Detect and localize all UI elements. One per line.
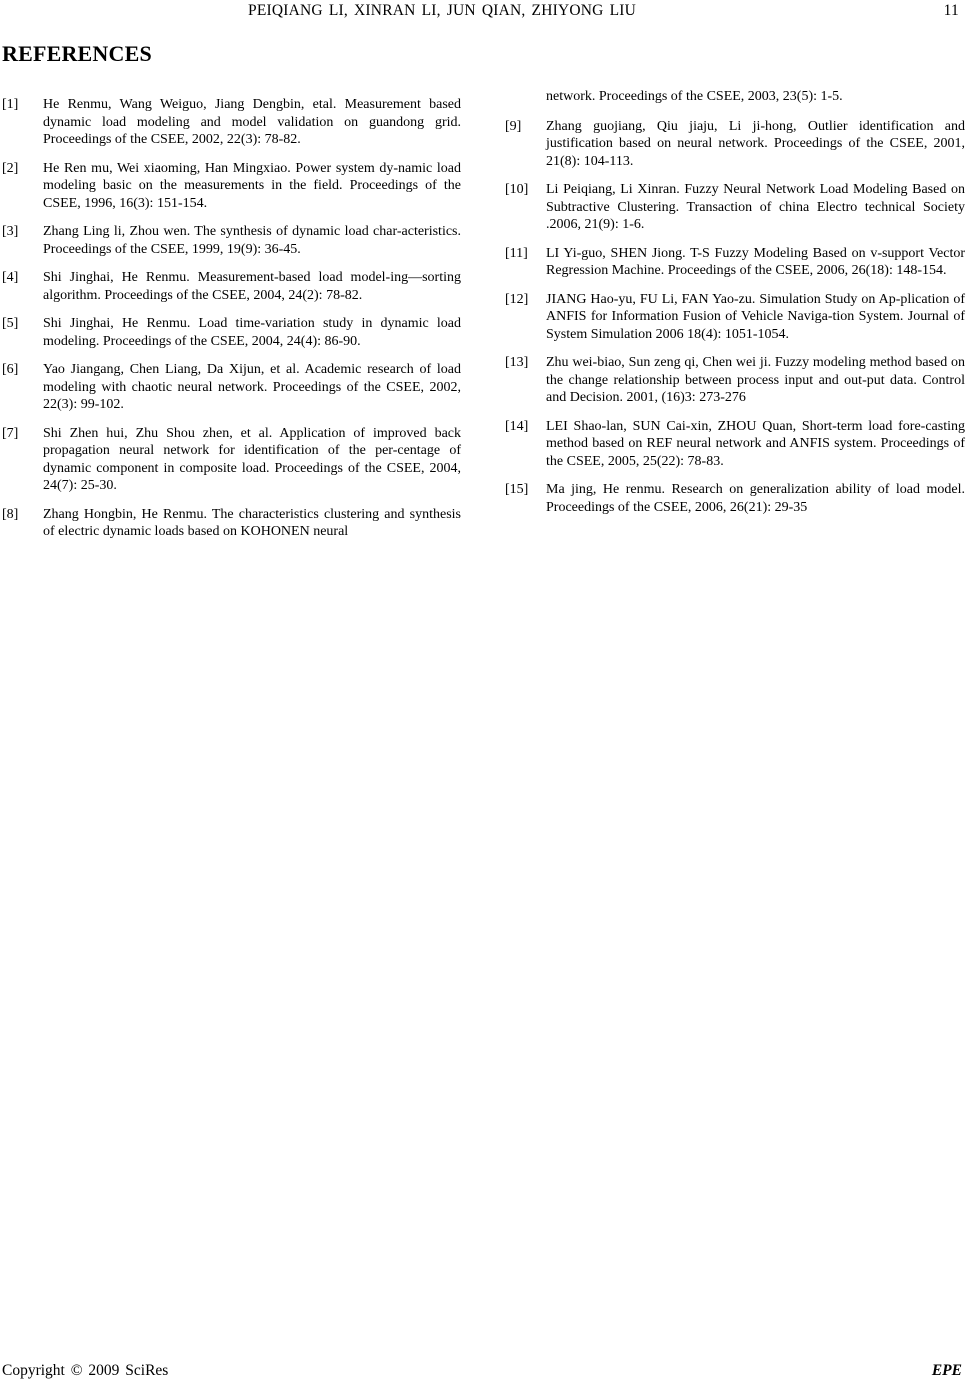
- reference-number: [6]: [2, 362, 19, 377]
- reference-number: [15]: [505, 482, 529, 497]
- reference-item: [2, 223, 461, 258]
- reference-item: [505, 418, 965, 471]
- reference-item: [2, 269, 461, 304]
- reference-item: [505, 245, 965, 280]
- page-footer: [0, 1362, 968, 1384]
- reference-text: Shi Jinghai, He Renmu. Load time-variation study in dynamic load modeling. Proceedings of the CSEE, 2004, 24(4): 86-90.: [43, 316, 461, 349]
- reference-continuation: [505, 88, 965, 106]
- reference-item: [505, 481, 965, 516]
- references-right-column: [505, 88, 965, 516]
- reference-number: [4]: [2, 270, 19, 285]
- reference-item: [2, 361, 461, 414]
- reference-item: [505, 291, 965, 344]
- reference-number: [3]: [2, 224, 19, 239]
- reference-item: [2, 160, 461, 213]
- reference-text: LI Yi-guo, SHEN Jiong. T-S Fuzzy Modeling Based on v-support Vector Regression Machine. Proceedings of the CSEE, 2006, 26(18): 148-154.: [546, 245, 965, 278]
- reference-text: Li Peiqiang, Li Xinran. Fuzzy Neural Network Load Modeling Based on Subtractive Clustering. Transaction of china Electro technical Society .2006, 21(9): 1-6.: [546, 182, 965, 232]
- reference-text: JIANG Hao-yu, FU Li, FAN Yao-zu. Simulation Study on Ap-plication of ANFIS for Information Fusion of Vehicle Naviga-tion System. Journal of System Simulation 2006 18(4): 1051-1054.: [546, 291, 965, 342]
- reference-number: [12]: [505, 291, 529, 307]
- running-head-authors: PEIQIANG LI, XINRAN LI, JUN QIAN, ZHIYONG LIU: [248, 2, 637, 19]
- reference-text: He Renmu, Wang Weiguo, Jiang Dengbin, etal. Measurement based dynamic load modeling and model validation on guandong grid. Proceedings of the CSEE, 2002, 22(3): 78-82.: [43, 97, 461, 147]
- reference-text: Shi Zhen hui, Zhu Shou zhen, et al. Application of improved back propagation neural network for identification of the per-centage of dynamic component in composite load. Proceedings of the CSEE, 2004, 24(7): 25-30.: [43, 425, 461, 493]
- page-number: 11: [943, 2, 959, 19]
- reference-number: [14]: [505, 418, 529, 434]
- reference-number: [9]: [505, 118, 522, 134]
- reference-number: [10]: [505, 182, 529, 197]
- copyright-notice: Copyright © 2009 SciRes: [2, 1362, 169, 1379]
- page-header: [0, 2, 968, 22]
- references-heading: REFERENCES: [2, 41, 152, 66]
- reference-text: Zhang Ling li, Zhou wen. The synthesis of dynamic load char-acteristics. Proceedings of the CSEE, 1999, 19(9): 36-45.: [43, 224, 461, 257]
- reference-number: [11]: [505, 245, 528, 261]
- reference-item: [505, 354, 965, 407]
- reference-number: [13]: [505, 355, 529, 370]
- reference-item: [2, 425, 461, 495]
- reference-item: [2, 506, 461, 541]
- reference-item: [505, 118, 965, 171]
- journal-abbreviation: EPE: [931, 1362, 962, 1379]
- reference-number: [1]: [2, 97, 19, 112]
- references-left-column: [2, 96, 461, 541]
- reference-item: [2, 315, 461, 350]
- reference-text: Zhu wei-biao, Sun zeng qi, Chen wei ji. Fuzzy modeling method based on the change relationship between process input and out-put data. Control and Decision. 2001, (16)3: 273-276: [546, 355, 965, 405]
- reference-text: Zhang guojiang, Qiu jiaju, Li ji-hong, Outlier identification and justification based on neural network. Proceedings of the CSEE, 2001, 21(8): 104-113.: [546, 118, 965, 169]
- reference-text: He Ren mu, Wei xiaoming, Han Mingxiao. Power system dy-namic load modeling basic on the measurements in the field. Proceedings of the CSEE, 1996, 16(3): 151-154.: [43, 160, 461, 211]
- reference-text: Zhang Hongbin, He Renmu. The characteristics clustering and synthesis of electric dynamic loads based on KOHONEN neural: [43, 506, 461, 539]
- reference-text: Shi Jinghai, He Renmu. Measurement-based load model-ing—sorting algorithm. Proceedings of the CSEE, 2004, 24(2): 78-82.: [43, 270, 461, 303]
- reference-number: [2]: [2, 160, 19, 176]
- reference-text: network. Proceedings of the CSEE, 2003, 23(5): 1-5.: [546, 89, 843, 104]
- reference-item: [505, 181, 965, 234]
- reference-text: Yao Jiangang, Chen Liang, Da Xijun, et al. Academic research of load modeling with chaotic neural network. Proceedings of the CSEE, 2002, 22(3): 99-102.: [43, 362, 461, 412]
- reference-item: [2, 96, 461, 149]
- reference-number: [8]: [2, 506, 19, 522]
- reference-text: LEI Shao-lan, SUN Cai-xin, ZHOU Quan, Short-term load fore-casting method based on REF neural network and ANFIS system. Proceedings of the CSEE, 2005, 25(22): 78-83.: [546, 418, 965, 469]
- reference-number: [7]: [2, 425, 19, 441]
- reference-number: [5]: [2, 316, 19, 331]
- reference-text: Ma jing, He renmu. Research on generalization ability of load model. Proceedings of the CSEE, 2006, 26(21): 29-35: [546, 482, 965, 515]
